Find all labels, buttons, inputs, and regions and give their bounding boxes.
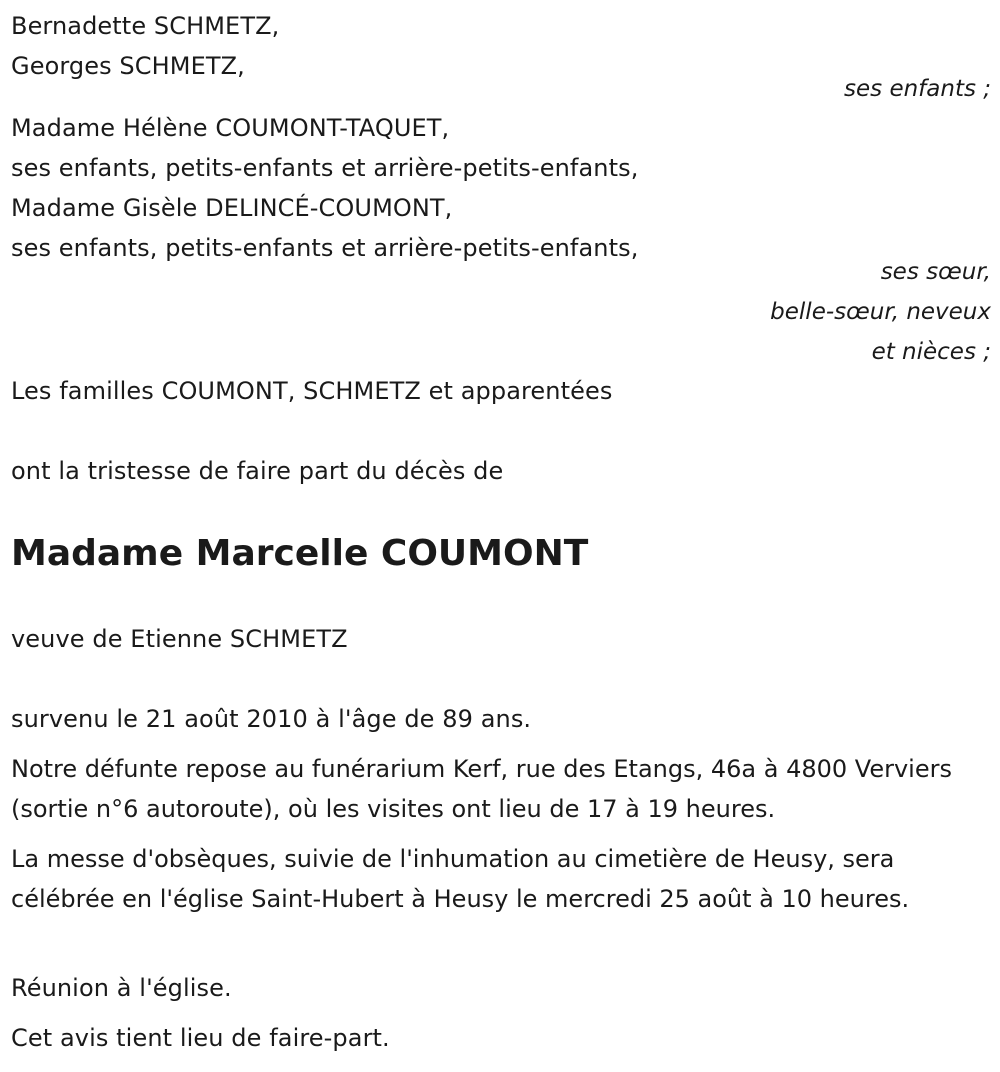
funeral-home-paragraph: Notre défunte repose au funérarium Kerf, rue des Etangs, 46a à 4800 Verviers (sortie n°6 autoroute), où les visites ont lieu de 17 à 19 heures. [11,755,952,823]
sibling-descendants-2: ses enfants, petits-enfants et arrière-petits-enfants, [11,234,639,262]
siblings-role-line-1: ses sœur, [880,259,991,285]
children-role: ses enfants ; [844,76,991,102]
meeting-line: Réunion à l'église. [11,974,232,1002]
sibling-name-2: Madame Gisèle DELINCÉ-COUMONT, [11,194,453,222]
siblings-role-line-2: belle-sœur, neveux [770,299,991,325]
widow-of-line: veuve de Etienne SCHMETZ [11,625,348,653]
deceased-name: Madame Marcelle COUMONT [11,533,589,574]
sibling-name-1: Madame Hélène COUMONT-TAQUET, [11,114,450,142]
child-name-1: Bernadette SCHMETZ, [11,12,280,40]
death-date-line: survenu le 21 août 2010 à l'âge de 89 ans. [11,705,532,733]
siblings-role-line-3: et nièces ; [871,339,991,365]
families-line: Les familles COUMONT, SCHMETZ et apparentées [11,377,613,405]
funeral-mass-paragraph: La messe d'obsèques, suivie de l'inhumation au cimetière de Heusy, sera célébrée en l'église Saint-Hubert à Heusy le mercredi 25 août à 10 heures. [11,845,910,913]
announcement-line: ont la tristesse de faire part du décès de [11,457,504,485]
notice-line: Cet avis tient lieu de faire-part. [11,1024,390,1052]
child-name-2: Georges SCHMETZ, [11,52,245,80]
sibling-descendants-1: ses enfants, petits-enfants et arrière-petits-enfants, [11,154,639,182]
